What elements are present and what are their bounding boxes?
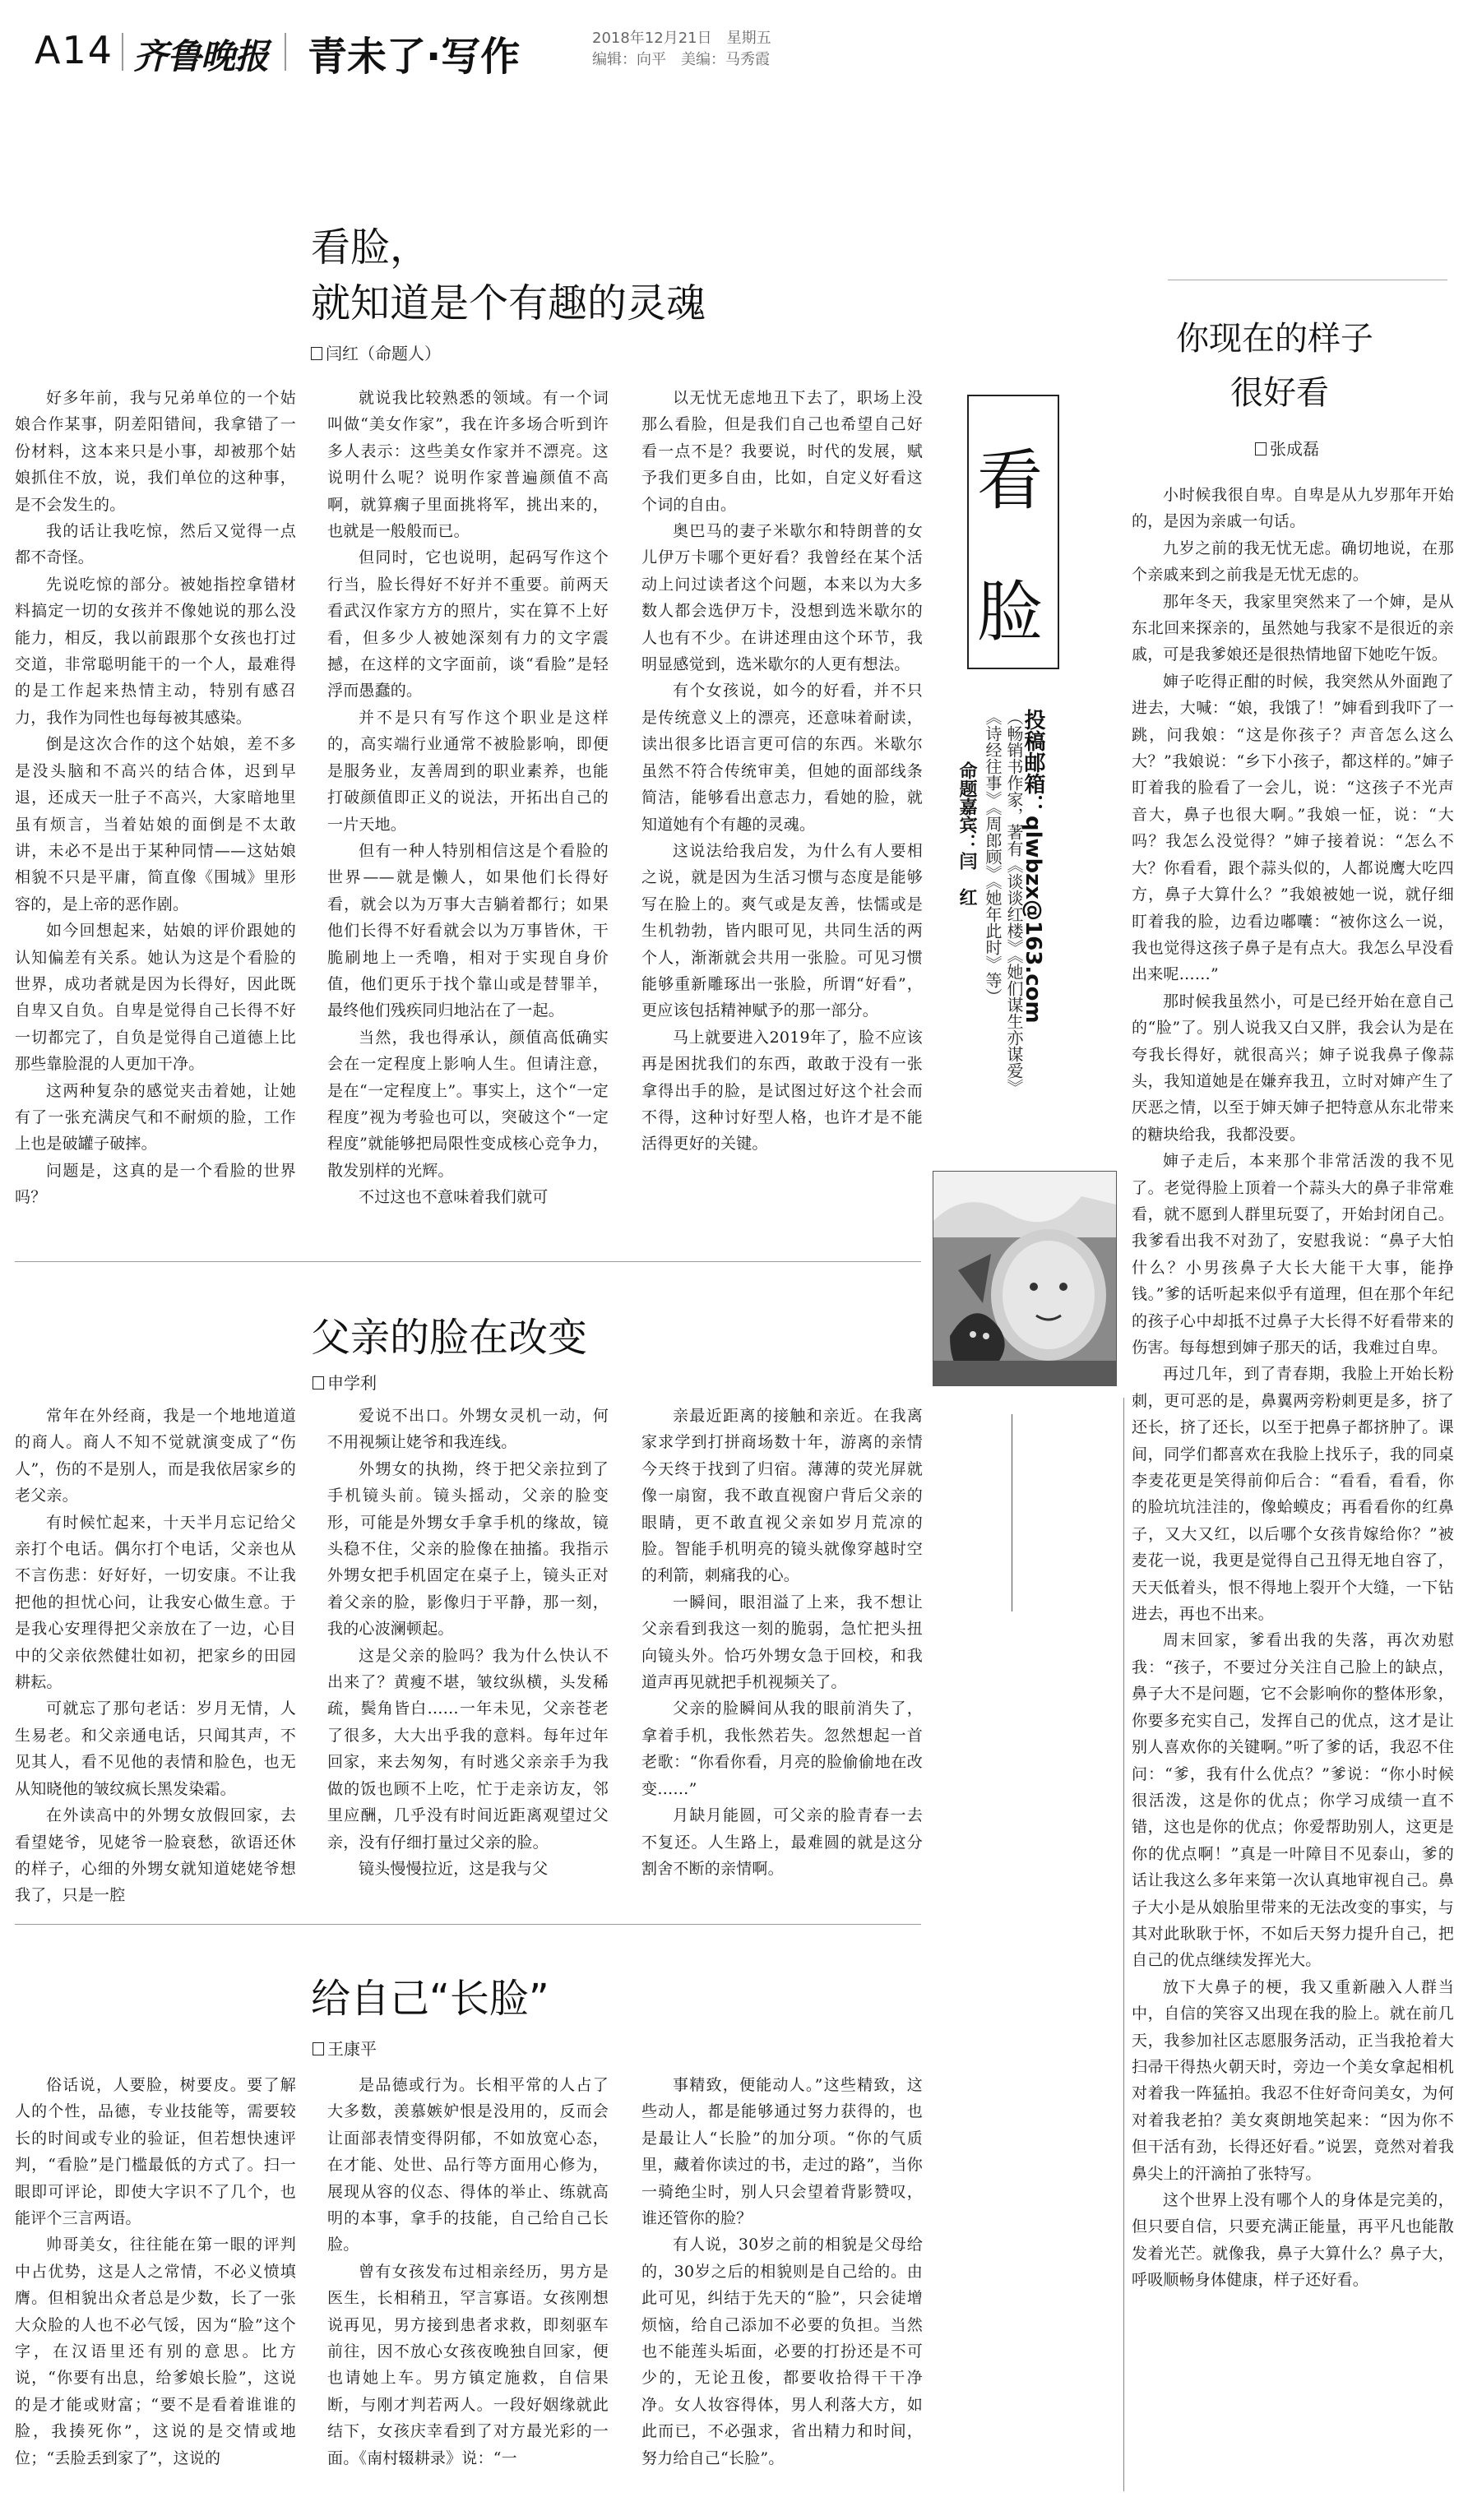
article-1-title-line-1: 看脸， [311, 224, 430, 270]
paragraph: 马上就要进入2019年了，脸不应该再是困扰我们的东西，敢敢于没有一张拿得出手的脸，是试图过好这个社会而不得，这种讨好型人格，也许才是不能活得更好的关键。 [641, 1028, 923, 1154]
section-title: 青未了·写作 [308, 34, 521, 80]
paragraph: 问题是，这真的是一个看脸的世界吗？ [15, 1161, 296, 1207]
article-4-author: 张成磊 [1270, 439, 1319, 459]
date-line: 2018年12月21日 星期五 [592, 30, 771, 47]
paragraph: 曾有女孩发布过相亲经历，男方是医生，长相稍丑，罕言寡语。女孩刚想说再见，男方接到患者求救，即刻驱车前往，因不放心女孩夜晚独自回家，便也请她上车。男方镇定施救，自信果断，与刚才判若两人。一段好姻缘就此结下，女孩庆幸看到了对方最光彩的一面。《南村辍耕录》说：“一 [327, 2262, 609, 2467]
paragraph: 当然，我也得承认，颜值高低确实会在一定程度上影响人生。但请注意，是在“一定程度上”。事实上，这个“一定程度”视为考验也可以，突破这个“一定程度”就能够把局限性变成核心竞争力，散发别样的光辉。 [327, 1028, 609, 1180]
paragraph: 在外读高中的外甥女放假回家，去看望姥爷，见姥爷一脸衰愁，欲语还休的样子，心细的外甥女就知道姥姥爷想我了，只是一腔 [15, 1806, 296, 1905]
article-4-title-line-1: 你现在的样子 [1176, 320, 1373, 358]
paragraph: 父亲的脸瞬间从我的眼前消失了，拿着手机，我怅然若失。忽然想起一首老歌：“你看你看，月亮的脸偷偷地在改变……” [641, 1699, 923, 1798]
article-2-column-2 [327, 1403, 609, 1882]
paragraph: 帅哥美女，往往能在第一眼的评判中占优势，这是人之常情，不必义愤填膺。但相貌出众者总是少数，长了一张大众脸的人也不必气馁，因为“脸”这个字，在汉语里还有别的意思。比方说，“你要有出息，给爹娘长脸”，这说的是才能或财富；“要不是看着谁谁的脸，我揍死你”，这说的是交情或地位；“丢脸丢到家了”，这说的 [15, 2236, 296, 2467]
paragraph: 我的话让我吃惊，然后又觉得一点都不奇怪。 [15, 522, 296, 567]
paragraph: 这说法给我启发，为什么有人要相之说，就是因为生活习惯与态度是能够写在脸上的。爽气或是友善，怯懦或是生机勃勃，皆内眼可见，共同生活的两个人，渐渐就会共用一张脸。可见习惯能够重新雕琢出一张脸，所谓“好看”，更应该包括精神赋予的那一部分。 [641, 841, 923, 1020]
paragraph: 一瞬间，眼泪溢了上来，我不想让父亲看到我这一刻的脆弱，急忙把头扭向镜头外。恰巧外甥女急于回校，和我道声再见就把手机视频关了。 [641, 1593, 923, 1692]
editor-line: 编辑：向平 美编：马秀霞 [592, 51, 770, 68]
paragraph: 好多年前，我与兄弟单位的一个姑娘合作某事，阴差阳错间，我拿错了一份材料，这本来只是小事，却被那个姑娘抓住不放，说，我们单位的这种事，是不会发生的。 [15, 389, 296, 514]
paragraph: 镜头慢慢拉近，这是我与父 [359, 1859, 549, 1878]
paragraph: 月缺月能圆，可父亲的脸青春一去不复还。人生路上，最难圆的就是这分割舍不断的亲情啊。 [641, 1806, 923, 1878]
paragraph: 这个世界上没有哪个人的身体是完美的，但只要自信，只要充满正能量，再平凡也能散发着光芒。就像我，鼻子大算什么？鼻子大，呼吸顺畅身体健康，样子还好看。 [1132, 2191, 1454, 2290]
paper-logo: 齐鲁晚报 [133, 36, 269, 76]
paragraph: 事精致，便能动人。”这些精致，这些动人，都是能够通过努力获得的，也是最让人“长脸”的加分项。“你的气质里，藏着你读过的书，走过的路”，当你一骑绝尘时，别人只会望着背影赞叹，谁还管你的脸？ [641, 2076, 923, 2228]
paragraph: 不过这也不意味着我们就可 [359, 1188, 549, 1207]
article-1-column-2 [327, 385, 609, 1211]
paragraph: 有个女孩说，如今的好看，并不只是传统意义上的漂亮，还意味着耐读，读出很多比语言更可信的东西。米歇尔虽然不符合传统审美，但她的面部线条简洁，能够看出意志力，看她的脸，就知道她有个有趣的灵魂。 [641, 682, 923, 834]
feature-title-char-2: 脸 [977, 574, 1043, 650]
page-number: A14 [35, 28, 114, 72]
paragraph: 就说我比较熟悉的领域。有一个词叫做“美女作家”，我在许多场合听到许多人表示：这些美女作家并不漂亮。这说明什么呢？说明作家普遍颜值不高啊，就算瘸子里面挑将军，挑出来的，也就是一般般而已。 [327, 389, 609, 541]
paragraph: 但同时，它也说明，起码写作这个行当，脸长得好不好并不重要。前两天看武汉作家方方的照片，实在算不上好看，但多少人被她深刻有力的文字震撼，在这样的文字面前，谈“看脸”是轻浮而愚蠢的。 [327, 548, 609, 701]
article-1-column-1 [15, 385, 296, 1211]
paragraph: 奥巴马的妻子米歇尔和特朗普的女儿伊万卡哪个更好看？我曾经在某个活动上问过读者这个问题，本来以为大多数人都会选伊万卡，没想到选米歇尔的人也有不少。在讲述理由这个环节，我明显感觉到，选米歇尔的人更有想法。 [641, 522, 923, 674]
paragraph: 再过几年，到了青春期，我脸上开始长粉刺，更可恶的是，鼻翼两旁粉刺更是多，挤了还长，挤了还长，以至于把鼻子都挤肿了。课间，同学们都喜欢在我脸上找乐子，我的同桌李麦花更是笑得前仰后合：“看看，看看，你的脸坑坑洼洼的，像蛤蟆皮；再看看你的红鼻子，又大又红，以后哪个女孩肯嫁给你？”被麦花一说，我更是觉得自己丑得无地自容了，天天低着头，恨不得地上裂开个大缝，一下钻进去，再也不出来。 [1132, 1365, 1454, 1624]
article-3-column-2 [327, 2072, 609, 2471]
paragraph: 倒是这次合作的这个姑娘，差不多是没头脑和不高兴的结合体，迟到早退，还成天一肚子不高兴，大家暗地里虽有烦言，当着姑娘的面倒是不太敢讲，未必不是出于某种同情——这姑娘相貌不只是平庸，简直像《围城》里形容的，是上帝的恶作剧。 [15, 735, 296, 913]
paragraph: 婶子走后，本来那个非常活泼的我不见了。老觉得脸上顶着一个蒜头大的鼻子非常难看，就不愿到人群里玩耍了，开始封闭自己。我爹看出我不对劲了，安慰我说：“鼻子大怕什么？小男孩鼻子大长大能干大事，能挣钱。”爹的话听起来似乎有道理，但在那个年纪的孩子心中却抵不过鼻子大长得不好看带来的伤害。每每想到婶子那天的话，我难过自卑。 [1132, 1152, 1454, 1357]
paragraph: 以无忧无虑地丑下去了，职场上没那么看脸，但是我们自己也希望自己好看一点不是？我要说，时代的发展，赋予我们更多自由，比如，自定义好看这个词的自由。 [641, 389, 923, 514]
feature-title-char-1: 看 [977, 442, 1043, 519]
article-2-title: 父亲的脸在改变 [311, 1315, 588, 1361]
host-line [954, 761, 979, 1008]
paragraph: 那年冬天，我家里突然来了一个婶，是从东北回来探亲的，虽然她与我家不是很近的亲戚，可是我爹娘还是很热情地留下她吃午饭。 [1132, 592, 1454, 664]
paragraph: 这是父亲的脸吗？我为什么快认不出来了？黄瘦不堪，皱纹纵横，头发稀疏，鬓角皆白……一年未见，父亲苍老了很多，大大出乎我的意料。每年过年回家，来去匆匆，有时逃父亲亲手为我做的饭也顾不上吃，忙于走亲访友，邻里应酬，几乎没有时间近距离观望过父亲，没有仔细打量过父亲的脸。 [327, 1646, 609, 1852]
paragraph: 亲最近距离的接触和亲近。在我离家求学到打拼商场数十年，游离的亲情今天终于找到了归宿。薄薄的荧光屏就像一扇窗，我不敢直视窗户背后父亲的眼睛，更不敢直视父亲如岁月荒凉的脸。智能手机明亮的镜头就像穿越时空的利箭，刺痛我的心。 [641, 1407, 923, 1585]
header-divider [122, 33, 123, 71]
paragraph: 常年在外经商，我是一个地地道道的商人。商人不知不觉就演变成了“伤人”，伤的不是别人，而是我依居家乡的老父亲。 [15, 1407, 296, 1505]
paragraph: 放下大鼻子的梗，我又重新融入人群当中，自信的笑容又出现在我的脸上。就在前几天，我参加社区志愿服务活动，正当我抢着大扫帚干得热火朝天时，旁边一个美女拿起相机对着我一阵猛拍。我忍不住好奇问美女，为何对着我老拍？美女爽朗地笑起来：“因为你不但干活有劲，长得还好看。”说罢，竟然对着我鼻尖上的汗滴拍了张特写。 [1132, 1977, 1454, 2183]
article-1-byline [311, 340, 441, 364]
paragraph: 是品德或行为。长相平常的人占了大多数，羡慕嫉妒恨是没用的，反而会让面部表情变得阴郁，不如放宽心态，在才能、处世、品行等方面用心修为，展现从容的仪态、得体的举止、练就高明的本事，拿手的技能，自己给自己长脸。 [327, 2076, 609, 2254]
article-2-column-1 [15, 1403, 296, 1909]
illustration-photo [933, 1171, 1117, 1386]
author-marker-icon [311, 347, 322, 360]
article-4-byline [1255, 436, 1319, 460]
section-divider [15, 1261, 921, 1262]
paragraph: 先说吃惊的部分。被她指控拿错材料搞定一切的女孩并不像她说的那么没能力，相反，我以前跟那个女孩也打过交道，非常聪明能干的一个人，最难得的是工作起来热情主动，特别有感召力，我作为同性也每每被其感染。 [15, 575, 296, 727]
article-2-byline [313, 1370, 377, 1394]
article-1-column-3 [641, 385, 923, 1158]
article-4-title-line-2: 很好看 [1230, 374, 1329, 412]
paragraph: 婶子吃得正酣的时候，我突然从外面跑了进去，大喊：“娘，我饿了！”婶看到我吓了一跳，问我娘：“这是你孩子？声音怎么这么大？”我娘说：“乡下小孩子，都这样的。”婶子盯着我的脸看了一会儿，说：“这孩子不光声音大，鼻子也很大啊。”我娘一怔，说：“大吗？我怎么没觉得？”婶子接着说：“怎么不大？你看看，跟个蒜头似的，人都说鹰大吃四方，鼻子大算什么？”我娘被她一说，就仔细盯着我的脸，边看边嘟囔：“被你这么一说，我也觉得这孩子鼻子是有点大。我怎么早没看出来呢……” [1132, 672, 1454, 984]
article-3-column-1 [15, 2072, 296, 2471]
article-4-column [1132, 482, 1454, 2294]
paragraph: 这两种复杂的感觉夹击着她，让她有了一张充满戾气和不耐烦的脸，工作上也是破罐子破摔。 [15, 1081, 296, 1154]
article-3-title: 给自己“长脸” [311, 1976, 549, 2022]
article-3-byline [313, 2036, 377, 2060]
author-marker-icon [1255, 442, 1267, 455]
author-marker-icon [313, 1376, 324, 1389]
article-2-column-3 [641, 1403, 923, 1882]
section-divider [15, 1924, 921, 1925]
host-credits [982, 709, 1025, 1087]
paragraph: 九岁之前的我无忧无虑。确切地说，在那个亲戚来到之前我是无忧无虑的。 [1132, 539, 1454, 585]
paragraph: 有人说，30岁之前的相貌是父母给的，30岁之后的相貌则是自己给的。由此可见，纠结于先天的“脸”，只会徒增烦恼，给自己添加不必要的负担。当然也不能莲头垢面，必要的打扮还是不可少的，无论丑俊，都要收拾得干干净净。女人妆容得体，男人利落大方，如此而已，不必强求，省出精力和时间，努力给自己“长脸”。 [641, 2236, 923, 2467]
paragraph: 周末回家，爹看出我的失落，再次劝慰我：“孩子，不要过分关注自己脸上的缺点，鼻子大不是问题，它不会影响你的整体形象，你要多充实自己，发挥自己的优点，这才是让别人喜欢你的关键啊。”听了爹的话，我忍不住问：“爹，我有什么优点？”爹说：“你小时候很活泼，这是你的优点；你学习成绩一直不错，这也是你的优点；你爱帮助别人，这更是你的优点啊！”真是一叶障目不见泰山，爹的话让我这么多年来第一次认真地审视自己。鼻子大小是从娘胎里带来的无法改变的事实，与其对此耿耿于怀，不如后天努力提升自己，把自己的优点继续发挥光大。 [1132, 1631, 1454, 1970]
paragraph: 可就忘了那句老话：岁月无情，人生易老。和父亲通电话，只闻其声，不见其人，看不见他的表情和脸色，也无从知晓他的皱纹疯长黑发染霜。 [15, 1699, 296, 1798]
paragraph: 但有一种人特别相信这是个看脸的世界——就是懒人，如果他们长得好看，就会以为万事大吉躺着都行；如果他们长得不好看就会以为万事皆休，干脆刷地上一秃噜，相对于实现自身价值，他们更乐于找个靠山或是替罪羊，最终他们残疾同归地沾在了一起。 [327, 841, 609, 1020]
article-1-author: 闫红（命题人） [326, 344, 441, 363]
submission-email: qlwbzx@163.com [1021, 816, 1045, 1024]
article-3-column-3 [641, 2072, 923, 2471]
article-1-title-line-2: 就知道是个有趣的灵魂 [311, 280, 706, 326]
paragraph: 俗话说，人要脸，树要皮。要了解人的个性，品德，专业技能等，需要较长的时间或专业的验证，但若想快速评判，“看脸”是门槛最低的方式了。扫一眼即可评论，即使大字识不了几个，也能评个三言两语。 [15, 2076, 296, 2228]
author-marker-icon [313, 2042, 324, 2055]
submission-label: 投稿邮箱： [1021, 709, 1045, 816]
paragraph: 那时候我虽然小，可是已经开始在意自己的“脸”了。别人说我又白又胖，我会认为是在夸我长得好，就很高兴；婶子说我鼻子像蒜头，我知道她是在嫌弃我丑，立时对婶产生了厌恶之情，以至于婶天婶子把特意从东北带来的糖块给我，我都没要。 [1132, 992, 1454, 1144]
paragraph: 有时候忙起来，十天半月忘记给父亲打个电话。偶尔打个电话，父亲也从不言伤悲：好好好，一切安康。不让我把他的担忧心问，让我安心做生意。于是我心安理得把父亲放在了一边，心目中的父亲依然健壮如初，把家乡的田园耕耘。 [15, 1513, 296, 1692]
paragraph: 并不是只有写作这个职业是这样的，高实端行业通常不被脸影响，即便是服务业，友善周到的职业素养，也能打破颜值即正义的说法，开拓出自己的一片天地。 [327, 708, 609, 834]
paragraph: 小时候我很自卑。自卑是从九岁那年开始的，是因为亲戚一句话。 [1132, 486, 1454, 531]
article-2-author: 申学利 [327, 1373, 377, 1393]
paragraph: 外甥女的执拗，终于把父亲拉到了手机镜头前。镜头摇动，父亲的脸变形，可能是外甥女手拿手机的缘故，镜头稳不住，父亲的脸像在抽搐。我指示外甥女把手机固定在桌子上，镜头正对着父亲的脸，影像归于平静，那一刻，我的心波澜顿起。 [327, 1459, 609, 1639]
paragraph: 爱说不出口。外甥女灵机一动，何不用视频让姥爷和我连线。 [327, 1407, 609, 1452]
paragraph: 如今回想起来，姑娘的评价跟她的认知偏差有关系。她认为这是个看脸的世界，成功者就是因为长得好，因此既自卑又自负。自卑是觉得自己长得不好一切都完了，自负是觉得自己道德上比那些靠脸混的人更加干净。 [15, 922, 296, 1074]
article-3-author: 王康平 [327, 2039, 377, 2059]
credits-line: （畅销书作家，著有《谈谈红楼》《她们谋生亦谋爱》《诗经往事》《周郎顾》《她年此时》等） [983, 709, 1024, 1087]
right-column-divider [1123, 1398, 1124, 2491]
illustration-art [933, 1172, 1116, 1385]
header-divider [285, 33, 286, 71]
host-name: 命题嘉宾：闫 红 [956, 761, 977, 906]
